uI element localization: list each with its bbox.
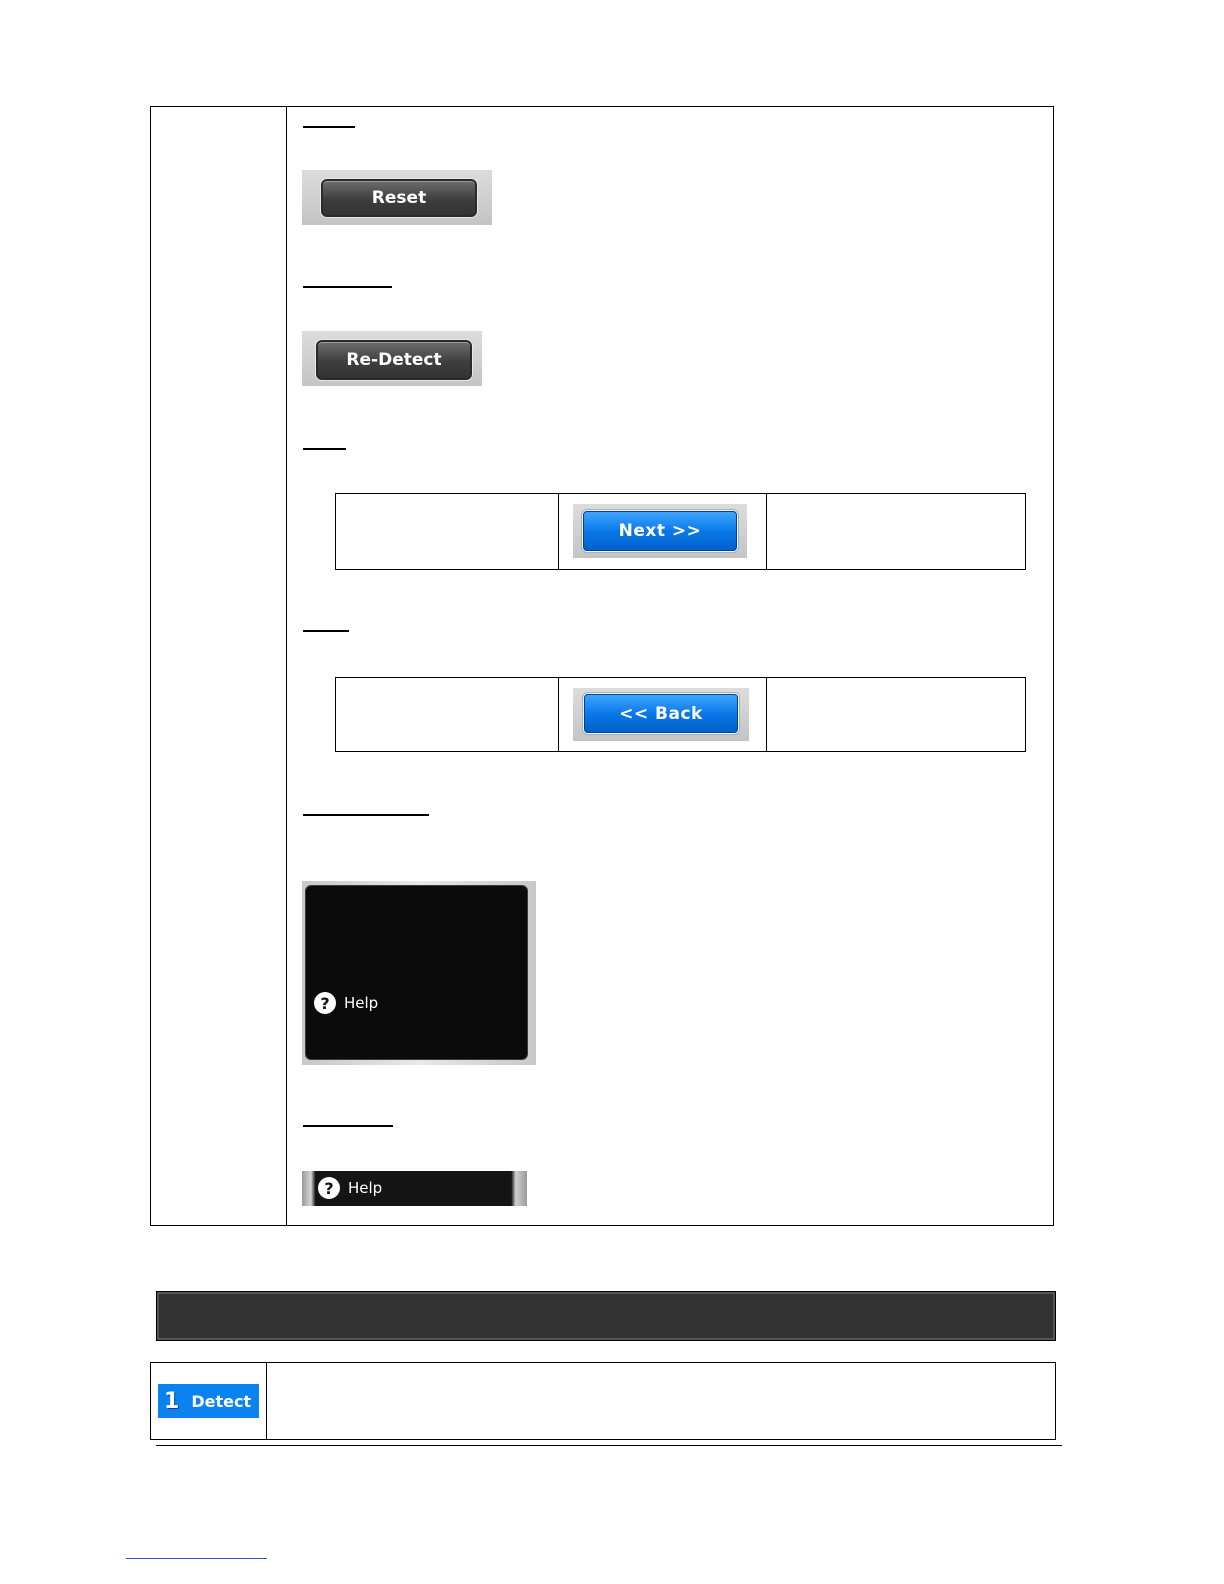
help-panel-link[interactable]: [314, 992, 378, 1014]
section-header-bar: [156, 1291, 1056, 1341]
next-table-col-divider: [766, 494, 767, 569]
redetect-button[interactable]: Re-Detect: [316, 340, 472, 380]
reset-heading-underline: [303, 126, 355, 128]
question-circle-icon: ?: [314, 992, 336, 1014]
question-circle-icon: ?: [318, 1177, 340, 1199]
help-bar-label: Help: [348, 1179, 383, 1197]
help-panel-label: Help: [344, 994, 379, 1012]
help-panel-heading-underline: [303, 814, 429, 816]
back-heading-underline: [303, 630, 349, 632]
detect-step-badge[interactable]: [158, 1384, 259, 1418]
footer-link-underline: [126, 1558, 267, 1559]
next-heading-underline: [303, 448, 346, 450]
step-table: [150, 1362, 1056, 1440]
help-bar-link[interactable]: [318, 1177, 382, 1199]
back-table-col-divider: [558, 678, 559, 751]
reset-button[interactable]: Reset: [321, 179, 477, 217]
next-table-col-divider: [558, 494, 559, 569]
next-button[interactable]: Next >>: [583, 511, 737, 551]
redetect-heading-underline: [303, 286, 392, 288]
back-table-col-divider: [766, 678, 767, 751]
step-table-divider: [266, 1362, 267, 1440]
back-button[interactable]: << Back: [584, 694, 738, 733]
feature-table-divider: [286, 106, 287, 1226]
detect-step-label: Detect: [191, 1391, 252, 1411]
help-panel: [305, 885, 528, 1060]
footer-rule: [156, 1445, 1062, 1446]
help-bar-heading-underline: [303, 1125, 393, 1127]
detect-step-number: 1: [164, 1388, 180, 1414]
